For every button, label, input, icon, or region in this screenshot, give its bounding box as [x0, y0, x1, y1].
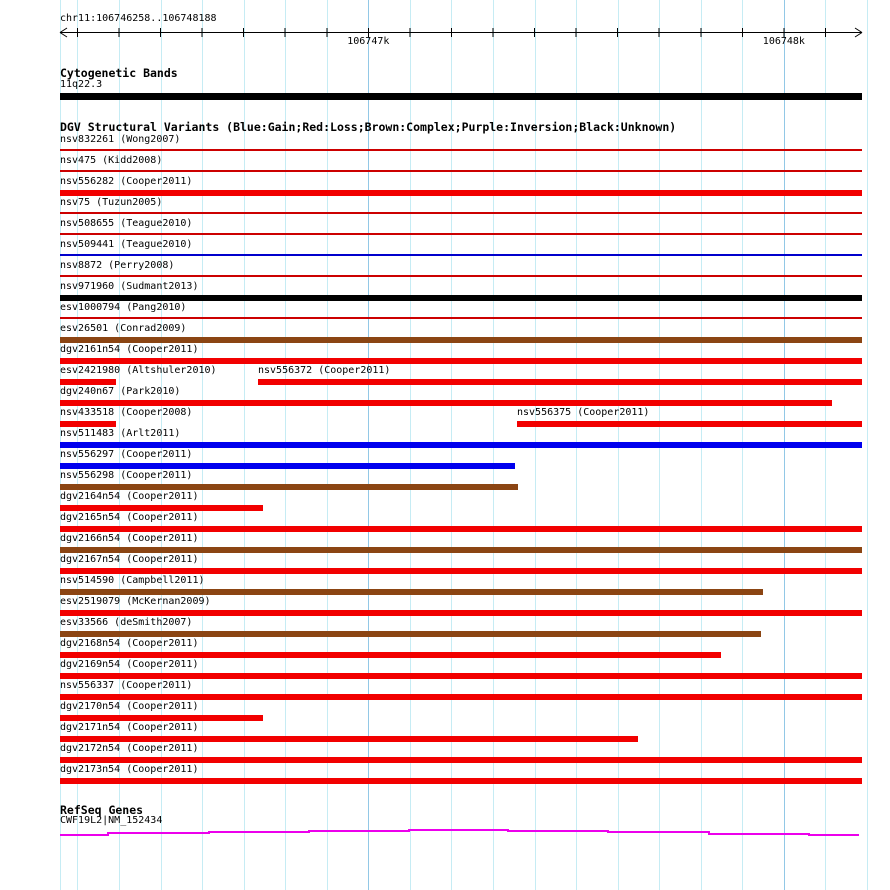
variant-label[interactable]: nsv475 (Kidd2008) [60, 155, 163, 166]
variant-bar[interactable] [60, 589, 763, 595]
variant-label[interactable]: esv26501 (Conrad2009) [60, 323, 187, 334]
variant-label[interactable]: nsv509441 (Teague2010) [60, 239, 193, 250]
variant-label[interactable]: esv2421980 (Altshuler2010) [60, 365, 217, 376]
variant-label[interactable]: dgv2172n54 (Cooper2011) [60, 743, 199, 754]
variant-label[interactable]: nsv75 (Tuzun2005) [60, 197, 163, 208]
variant-bar[interactable] [60, 526, 862, 532]
variant-bar[interactable] [60, 170, 862, 172]
ruler-right-arrow-icon [855, 28, 862, 33]
ruler-left-arrow-icon [60, 33, 67, 38]
ruler-right-arrow-icon [855, 33, 862, 38]
variant-label[interactable]: nsv8872 (Perry2008) [60, 260, 175, 271]
gridline-100bp [867, 0, 868, 890]
variant-label[interactable]: nsv832261 (Wong2007) [60, 134, 181, 145]
variant-label[interactable]: dgv2167n54 (Cooper2011) [60, 554, 199, 565]
variant-bar[interactable] [60, 358, 862, 364]
variant-label[interactable]: dgv2164n54 (Cooper2011) [60, 491, 199, 502]
variant-bar[interactable] [60, 736, 638, 742]
variant-label[interactable]: nsv556282 (Cooper2011) [60, 176, 193, 187]
variant-bar[interactable] [60, 295, 862, 301]
variant-label[interactable]: dgv2161n54 (Cooper2011) [60, 344, 199, 355]
variant-label[interactable]: dgv2173n54 (Cooper2011) [60, 764, 199, 775]
variant-bar[interactable] [60, 190, 862, 196]
gene-line[interactable] [60, 830, 859, 835]
variant-bar[interactable] [60, 317, 862, 319]
variant-bar[interactable] [60, 652, 721, 658]
variant-label[interactable]: nsv556375 (Cooper2011) [517, 407, 650, 418]
variant-bar[interactable] [60, 568, 862, 574]
variant-bar[interactable] [60, 463, 515, 469]
variant-label[interactable]: esv1000794 (Pang2010) [60, 302, 187, 313]
variant-label[interactable]: esv33566 (deSmith2007) [60, 617, 193, 628]
variant-bar[interactable] [60, 233, 862, 235]
variant-label[interactable]: nsv556372 (Cooper2011) [258, 365, 391, 376]
variant-label[interactable]: nsv556337 (Cooper2011) [60, 680, 193, 691]
cytoband-bar[interactable] [60, 93, 862, 100]
variant-bar[interactable] [60, 275, 862, 277]
variant-label[interactable]: esv2519079 (McKernan2009) [60, 596, 211, 607]
variant-label[interactable]: dgv2169n54 (Cooper2011) [60, 659, 199, 670]
ruler [0, 0, 890, 60]
variant-label[interactable]: nsv433518 (Cooper2008) [60, 407, 193, 418]
variant-label[interactable]: nsv508655 (Teague2010) [60, 218, 193, 229]
variant-bar[interactable] [60, 442, 862, 448]
variant-bar[interactable] [60, 505, 263, 511]
variant-bar[interactable] [258, 379, 862, 385]
variant-bar[interactable] [60, 400, 832, 406]
dgv-track-title: DGV Structural Variants (Blue:Gain;Red:Loss;Brown:Complex;Purple:Inversion;Black:Unknown) [60, 120, 677, 134]
variant-bar[interactable] [60, 715, 263, 721]
variant-bar[interactable] [60, 631, 761, 637]
variant-label[interactable]: dgv2170n54 (Cooper2011) [60, 701, 199, 712]
variant-bar[interactable] [60, 673, 862, 679]
variant-label[interactable]: dgv2171n54 (Cooper2011) [60, 722, 199, 733]
variant-label[interactable]: dgv2166n54 (Cooper2011) [60, 533, 199, 544]
variant-label[interactable]: nsv556297 (Cooper2011) [60, 449, 193, 460]
variant-bar[interactable] [60, 421, 116, 427]
variant-bar[interactable] [60, 484, 518, 490]
cytogenetic-track-title: Cytogenetic Bands [60, 66, 178, 80]
refseq-track-title: RefSeq Genes [60, 803, 144, 817]
ruler-tick-label: 106747k [347, 36, 390, 47]
ruler-left-arrow-icon [60, 28, 67, 33]
variant-label[interactable]: nsv971960 (Sudmant2013) [60, 281, 199, 292]
variant-bar[interactable] [60, 149, 862, 151]
variant-bar[interactable] [517, 421, 862, 427]
variant-bar[interactable] [60, 254, 862, 256]
variant-bar[interactable] [60, 337, 862, 343]
cytoband-label: 11q22.3 [60, 79, 103, 90]
variant-bar[interactable] [60, 778, 862, 784]
variant-bar[interactable] [60, 547, 862, 553]
variant-label[interactable]: dgv2168n54 (Cooper2011) [60, 638, 199, 649]
ruler-tick-label: 106748k [762, 36, 805, 47]
variant-label[interactable]: nsv556298 (Cooper2011) [60, 470, 193, 481]
variant-bar[interactable] [60, 212, 862, 214]
variant-bar[interactable] [60, 694, 862, 700]
variant-label[interactable]: dgv2165n54 (Cooper2011) [60, 512, 199, 523]
variant-bar[interactable] [60, 610, 862, 616]
variant-label[interactable]: dgv240n67 (Park2010) [60, 386, 181, 397]
variant-bar[interactable] [60, 757, 862, 763]
region-label: chr11:106746258..106748188 [60, 13, 217, 24]
variant-label[interactable]: nsv511483 (Arlt2011) [60, 428, 181, 439]
variant-label[interactable]: nsv514590 (Campbell2011) [60, 575, 205, 586]
refseq-gene-label[interactable]: CWF19L2|NM_152434 [60, 815, 163, 826]
variant-bar[interactable] [60, 379, 116, 385]
